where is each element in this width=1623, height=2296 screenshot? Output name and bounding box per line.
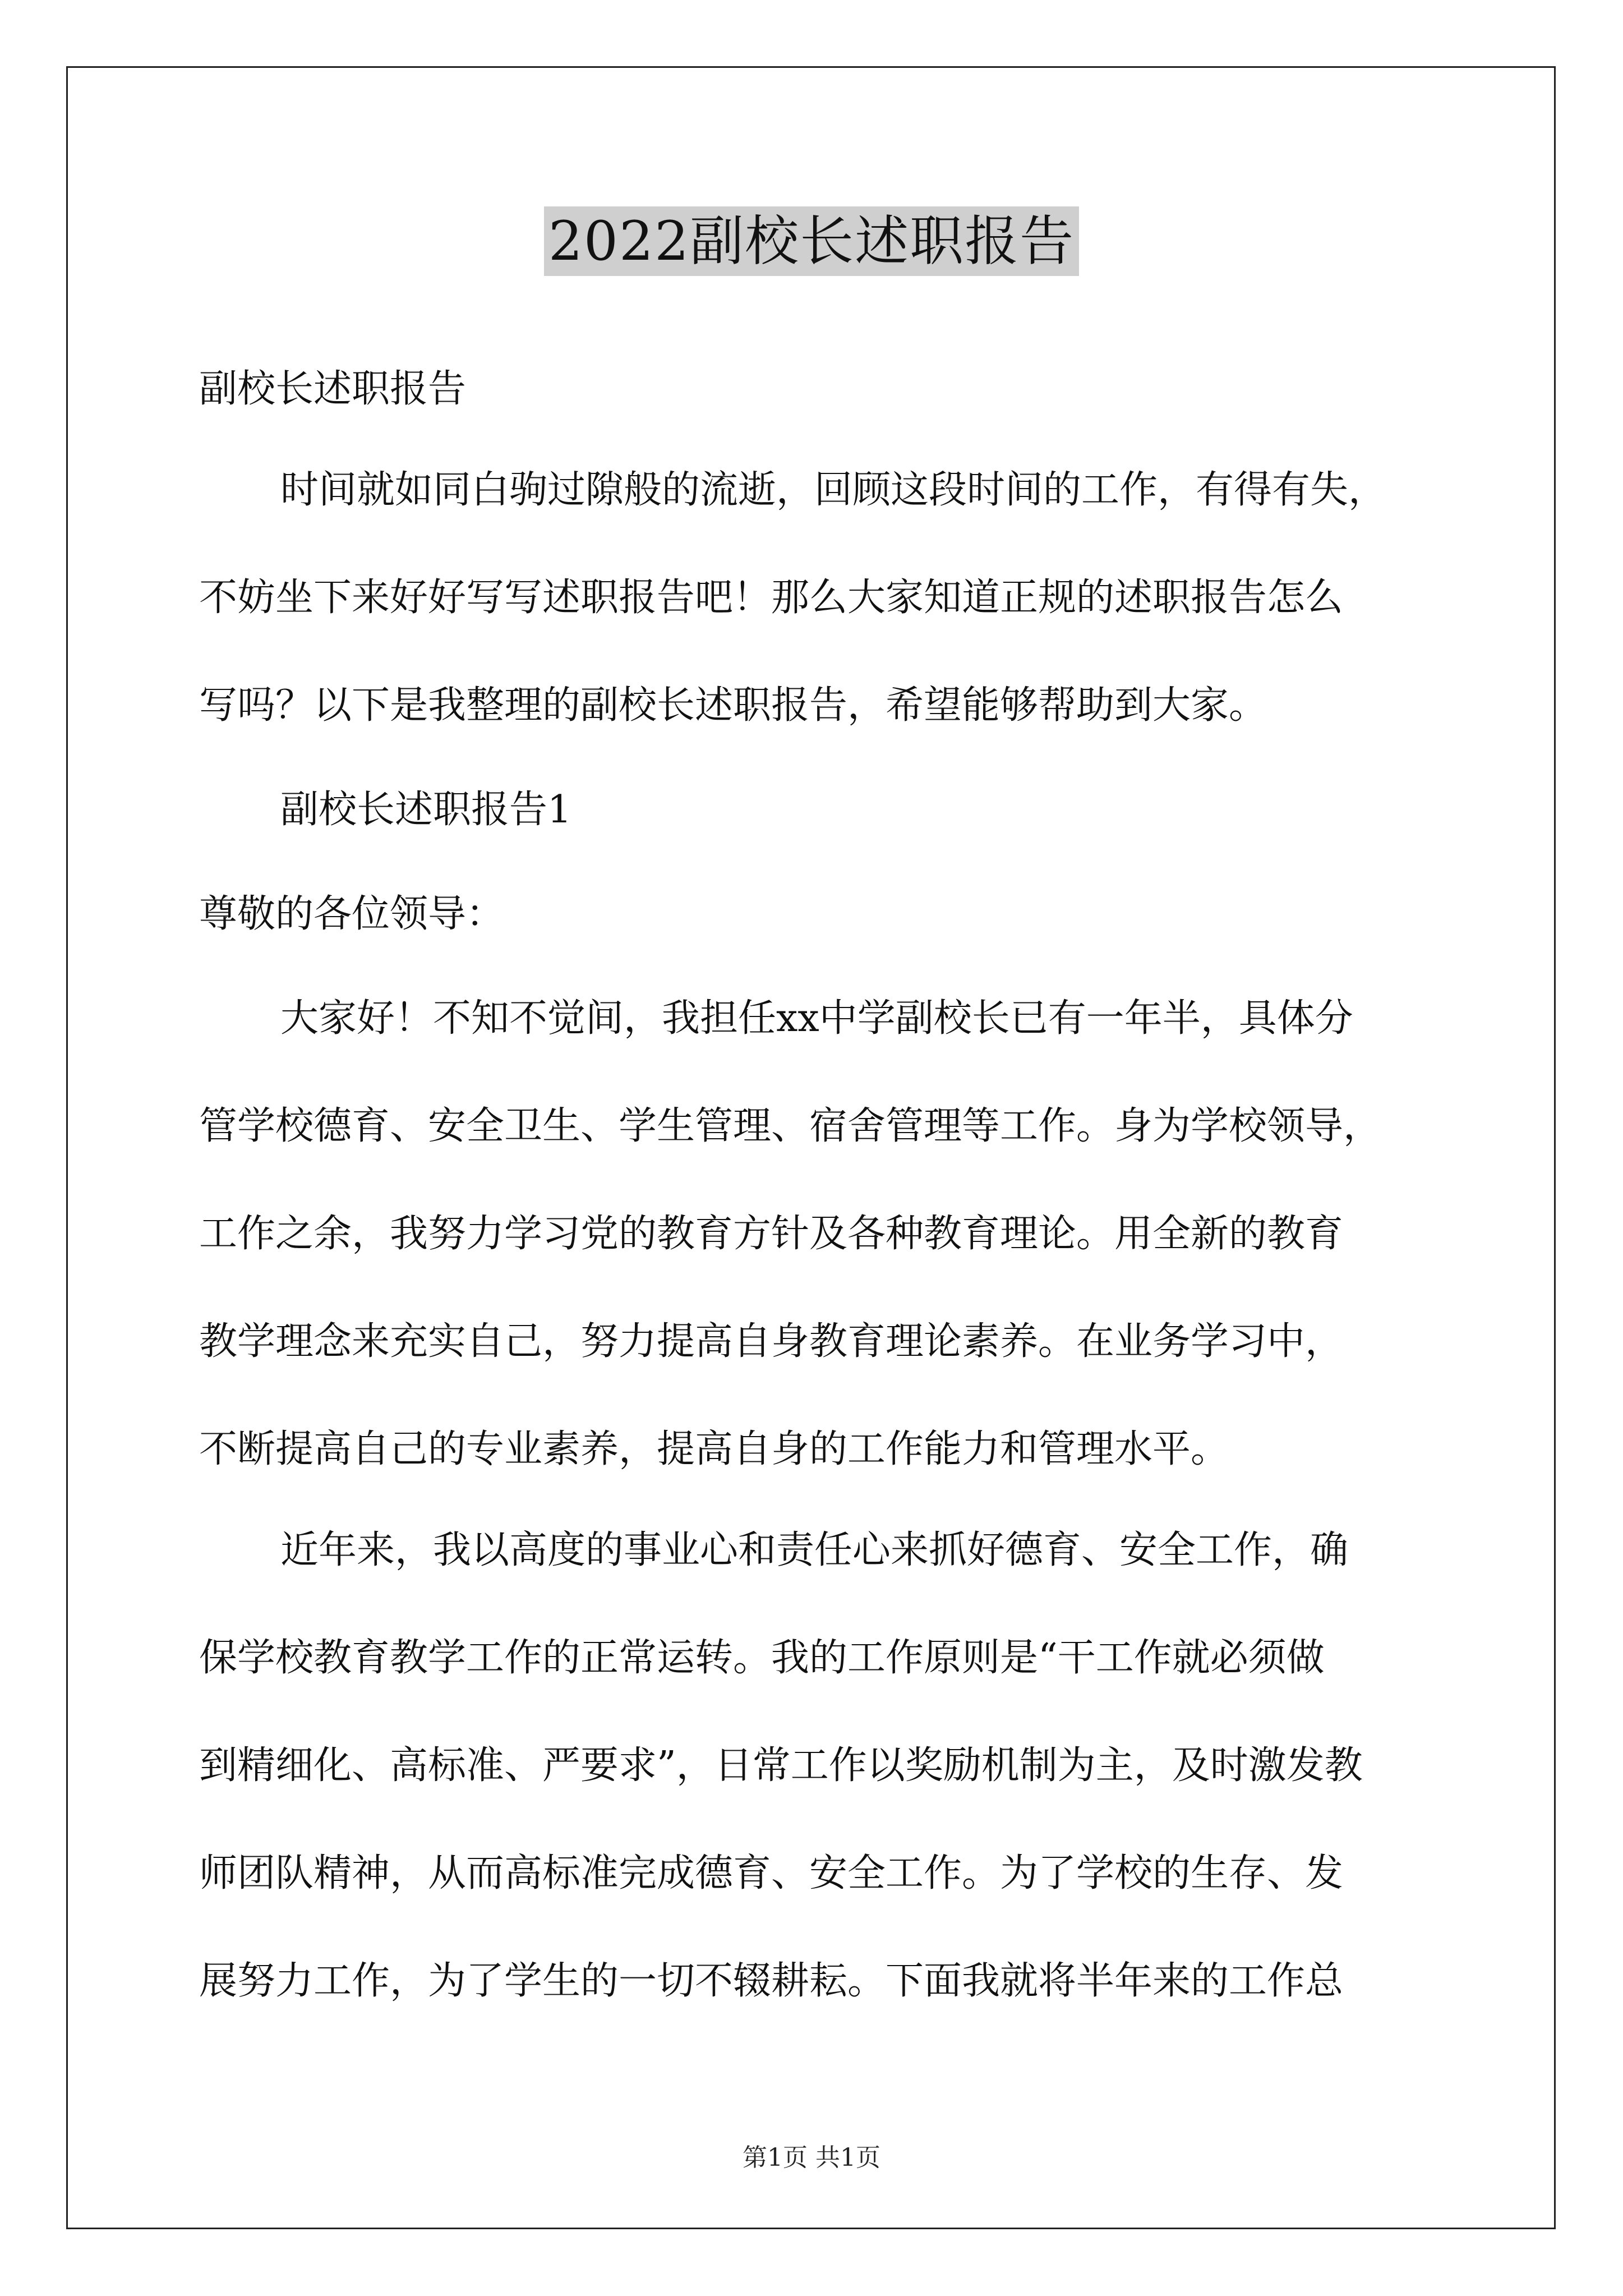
section-heading: 副校长述职报告1 (280, 788, 572, 832)
salutation: 尊敬的各位领导： (199, 892, 505, 936)
paragraph-line: 不断提高自己的专业素养，提高自身的工作能力和管理水平。 (199, 1427, 1229, 1471)
paragraph-line: 到精细化、高标准、严要求”，日常工作以奖励机制为主，及时激发教 (199, 1743, 1363, 1788)
paragraph-line: 工作之余，我努力学习党的教育方针及各种教育理论。用全新的教育 (199, 1212, 1344, 1256)
intro-line: 时间就如同白驹过隙般的流逝，回顾这段时间的工作，有得有失， (280, 468, 1387, 512)
paragraph-line: 保学校教育教学工作的正常运转。我的工作原则是“干工作就必须做 (199, 1636, 1325, 1680)
paragraph-line: 师团队精神，从而高标准完成德育、安全工作。为了学校的生存、发 (199, 1851, 1344, 1895)
paragraph-line: 近年来，我以高度的事业心和责任心来抓好德育、安全工作，确 (280, 1528, 1349, 1572)
document-title: 2022副校长述职报告 (544, 206, 1079, 276)
intro-line: 不妨坐下来好好写写述职报告吧！那么大家知道正规的述职报告怎么 (199, 576, 1344, 620)
paragraph-line: 管学校德育、安全卫生、学生管理、宿舍管理等工作。身为学校领导， (199, 1104, 1382, 1148)
paragraph-line: 大家好！不知不觉间，我担任xx中学副校长已有一年半，具体分 (280, 996, 1353, 1041)
title-container (0, 206, 1623, 276)
paragraph-line: 展努力工作，为了学生的一切不辍耕耘。下面我就将半年来的工作总 (199, 1959, 1344, 2003)
page-footer: 第1页 共1页 (743, 2143, 880, 2172)
paragraph-line: 教学理念来充实自己，努力提高自身教育理论素养。在业务学习中， (199, 1319, 1344, 1364)
intro-line: 写吗？以下是我整理的副校长述职报告，希望能够帮助到大家。 (199, 683, 1267, 728)
document-subtitle: 副校长述职报告 (199, 367, 467, 411)
